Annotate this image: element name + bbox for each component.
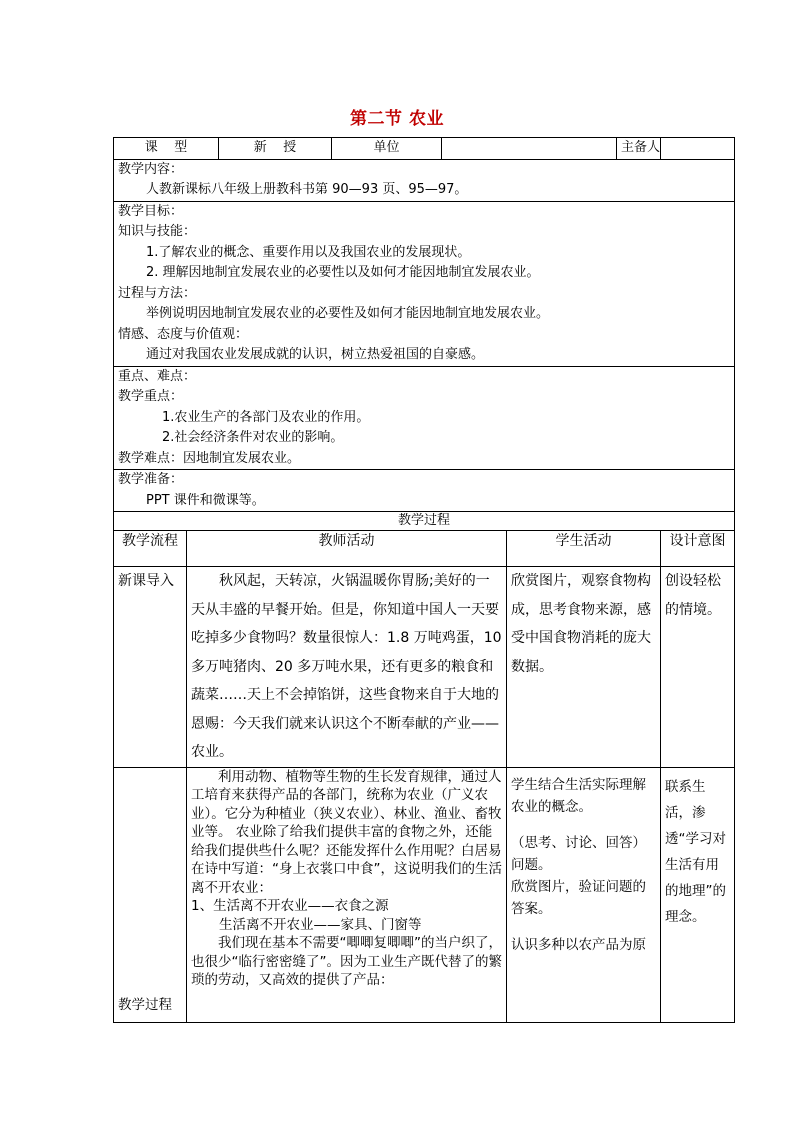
col-header-intent: 设计意图	[661, 531, 735, 567]
content-cell	[114, 159, 735, 201]
emotion-text: 通过对我国农业发展成就的认识，树立热爱祖国的自豪感。	[146, 347, 485, 362]
difficulty-text: 教学难点：因地制宜发展农业。	[118, 450, 301, 466]
content-label: 教学内容：	[118, 161, 184, 177]
student-activity-cell	[507, 567, 661, 768]
teacher-activity-para-3: 生活离不开农业——家具、门窗等	[219, 916, 422, 933]
design-intent-text: 创设轻松的情境。	[665, 573, 721, 618]
objectives-row	[114, 201, 735, 366]
process-header-row	[114, 531, 735, 567]
focus-label: 教学重点：	[118, 389, 184, 404]
unit-label: 单位	[332, 138, 442, 160]
process-title: 教学过程	[114, 512, 735, 531]
design-intent-text: 联系生活，渗透“学习对生活有用的地理”的理念。	[665, 778, 726, 925]
course-type-value: 新 授	[219, 138, 332, 160]
preparation-label: 教学准备：	[118, 472, 184, 487]
key-points-row	[114, 366, 735, 470]
preparer-label: 主备人	[617, 138, 661, 160]
teacher-activity-text: 秋风起，天转凉，火锅温暖你胃肠;美好的一天从丰盛的早餐开始。但是，你知道中国人一天要吃掉多少食物吗？数量很惊人：1.8 万吨鸡蛋，10 多万吨猪肉、20 多万吨水果，还有更多的粮食和蔬菜……天上不会掉馅饼，这些食物来自于大地的恩赐：今天我们就来认识这个不断奉献的产业——农业。	[191, 573, 502, 760]
preparation-row	[114, 470, 735, 512]
col-header-student: 学生活动	[507, 531, 661, 567]
preparation-cell	[114, 470, 735, 512]
student-activity-line-1: 学生结合生活实际理解农业的概念。	[511, 776, 646, 815]
flow-cell: 新课导入	[114, 567, 187, 768]
content-text: 人教新课标八年级上册教科书第 90—93 页、95—97。	[146, 182, 468, 197]
process-label: 过程与方法：	[118, 285, 197, 301]
objectives-cell	[114, 201, 735, 366]
header-row	[114, 138, 735, 160]
lesson-plan-table	[113, 137, 735, 1023]
key-points-label: 重点、难点：	[118, 368, 197, 384]
design-intent-cell	[661, 767, 735, 1022]
knowledge-item-1: 1.了解农业的概念、重要作用以及我国农业的发展现状。	[146, 244, 471, 260]
course-type-label: 课 型	[114, 138, 219, 160]
page-title: 第二节 农业	[350, 109, 444, 129]
knowledge-label: 知识与技能：	[118, 224, 197, 239]
table-row	[114, 767, 735, 1022]
student-activity-line-3: 欣赏图片，验证问题的答案。	[511, 878, 646, 917]
focus-item-2: 2.社会经济条件对农业的影响。	[162, 430, 344, 445]
emotion-label: 情感、态度与价值观：	[118, 326, 249, 342]
content-row	[114, 159, 735, 201]
flow-label: 教学过程	[118, 996, 172, 1013]
preparer-value	[661, 138, 735, 160]
spacer	[511, 818, 656, 832]
teacher-activity-para-4: 我们现在基本不需要“唧唧复唧唧”的当户织了，也很少“临行密密缝了”。因为工业生产既代替了的繁琐的劳动，又高效的提供了产品：	[191, 935, 502, 988]
focus-item-1: 1.农业生产的各部门及农业的作用。	[162, 409, 370, 425]
design-intent-cell	[661, 567, 735, 768]
knowledge-item-2: 2. 理解因地制宜发展农业的必要性以及如何才能因地制宜发展农业。	[146, 265, 540, 280]
student-activity-line-2: （思考、讨论、回答）问题。	[511, 834, 646, 873]
key-points-cell	[114, 366, 735, 470]
unit-value	[442, 138, 617, 160]
col-header-teacher: 教师活动	[187, 531, 507, 567]
col-header-flow: 教学流程	[114, 531, 187, 567]
flow-cell	[114, 767, 187, 1022]
student-activity-cell	[507, 767, 661, 1022]
teacher-activity-cell	[187, 567, 507, 768]
teacher-activity-para-1: 利用动物、植物等生物的生长发育规律，通过人工培育来获得产品的各部门，统称为农业（广义农业）。它分为种植业（狭义农业）、林业、渔业、畜牧业等。 农业除了给我们提供丰富的食物之外，还能给我们提供些什么呢？还能发挥什么作用呢？白居易在诗中写道：“身上衣裳口中食”，这说明我们的生活离不开农业：	[191, 768, 502, 896]
process-text: 举例说明因地制宜发展农业的必要性及如何才能因地制宜地发展农业。	[146, 306, 550, 321]
preparation-text: PPT 课件和微课等。	[146, 492, 265, 508]
spacer	[511, 920, 656, 934]
teacher-activity-cell	[187, 767, 507, 1022]
objectives-label: 教学目标：	[118, 203, 184, 219]
student-activity-line-4: 认识多种以农产品为原	[511, 936, 646, 953]
table-row	[114, 567, 735, 768]
process-title-row	[114, 512, 735, 531]
teacher-activity-para-2: 1、生活离不开农业——衣食之源	[191, 898, 389, 914]
student-activity-text: 欣赏图片，观察食物构成，思考食物来源，感受中国食物消耗的庞大数据。	[511, 573, 651, 675]
